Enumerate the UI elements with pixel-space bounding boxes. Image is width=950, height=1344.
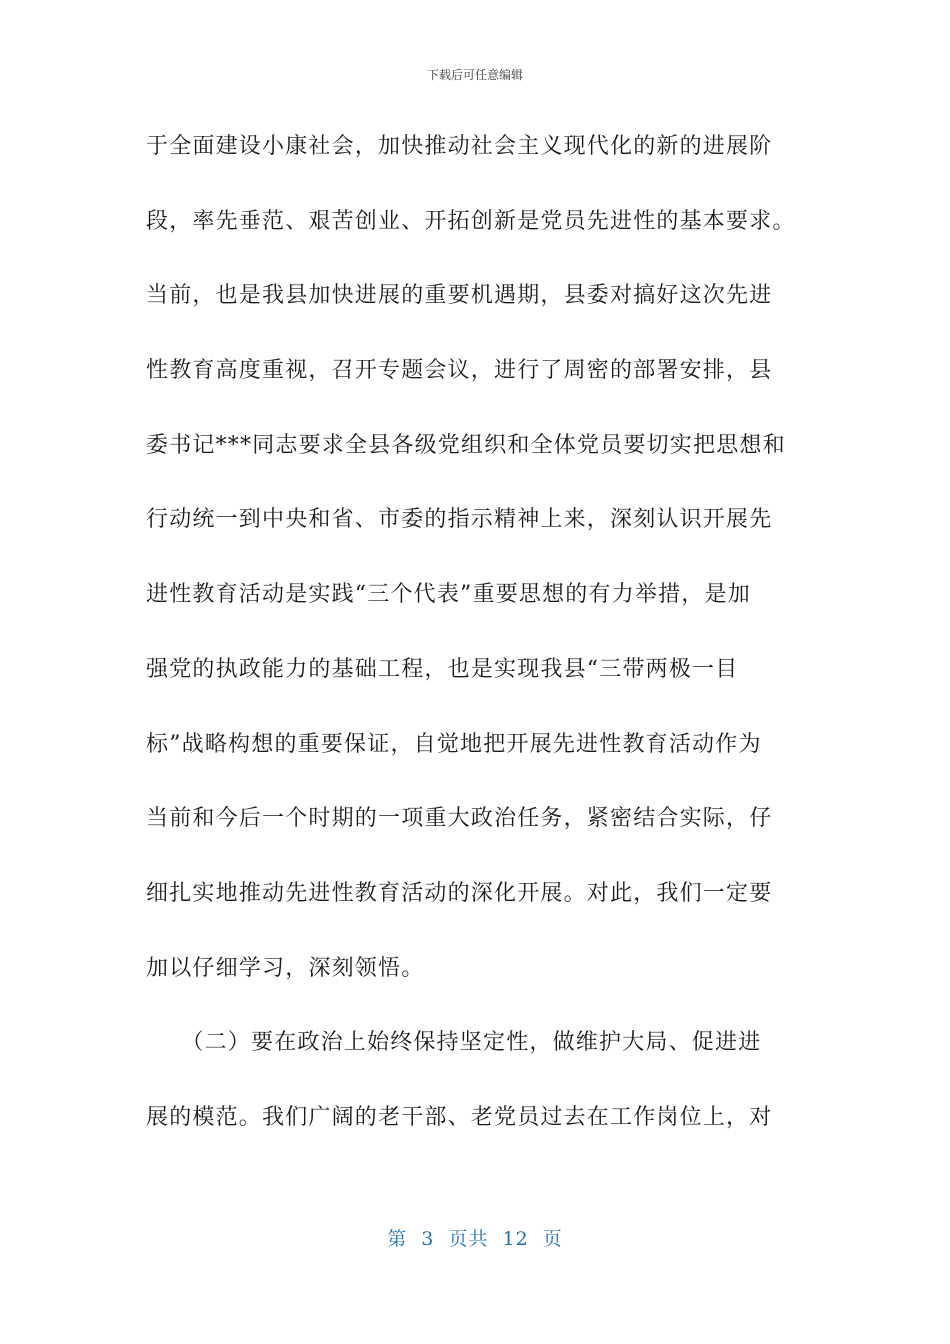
text-line: 于全面建设小康社会，加快推动社会主义现代化的新的进展阶	[146, 134, 773, 159]
text-line: 进性教育活动是实践“三个代表”重要思想的有力举措，是加	[146, 582, 751, 608]
document-body	[146, 110, 816, 1156]
text-line: 委书记***同志要求全县各级党组织和全体党员要切实把思想和	[146, 432, 786, 458]
text-line: 行动统一到中央和省、市委的指示精神上来，深刻认识开展先	[146, 507, 773, 533]
text-line: 段，率先垂范、艰苦创业、开拓创新是党员先进性的基本要求。	[146, 208, 796, 234]
text-line: 标”战略构想的重要保证，自觉地把开展先进性教育活动作为	[146, 731, 762, 757]
text-line: （二）要在政治上始终保持坚定性，做维护大局、促进进	[146, 1030, 762, 1056]
text-line: 加以仔细学习，深刻领悟。	[146, 955, 425, 981]
text-line: 当前和今后一个时期的一项重大政治任务，紧密结合实际，仔	[146, 806, 773, 832]
text-line: 当前，也是我县加快进展的重要机遇期，县委对搞好这次先进	[146, 283, 773, 309]
text-line: 性教育高度重视，召开专题会议，进行了周密的部署安排，县	[146, 358, 773, 384]
text-line: 强党的执政能力的基础工程，也是实现我县“三带两极一目	[146, 656, 739, 682]
text-line: 展的模范。我们广阔的老干部、老党员过去在工作岗位上，对	[146, 1104, 773, 1130]
text-line: 细扎实地推动先进性教育活动的深化开展。对此，我们一定要	[146, 880, 773, 906]
page-header: 下载后可任意编辑	[426, 68, 523, 82]
page-number-footer: 第 3 页共 12 页	[387, 1228, 563, 1250]
